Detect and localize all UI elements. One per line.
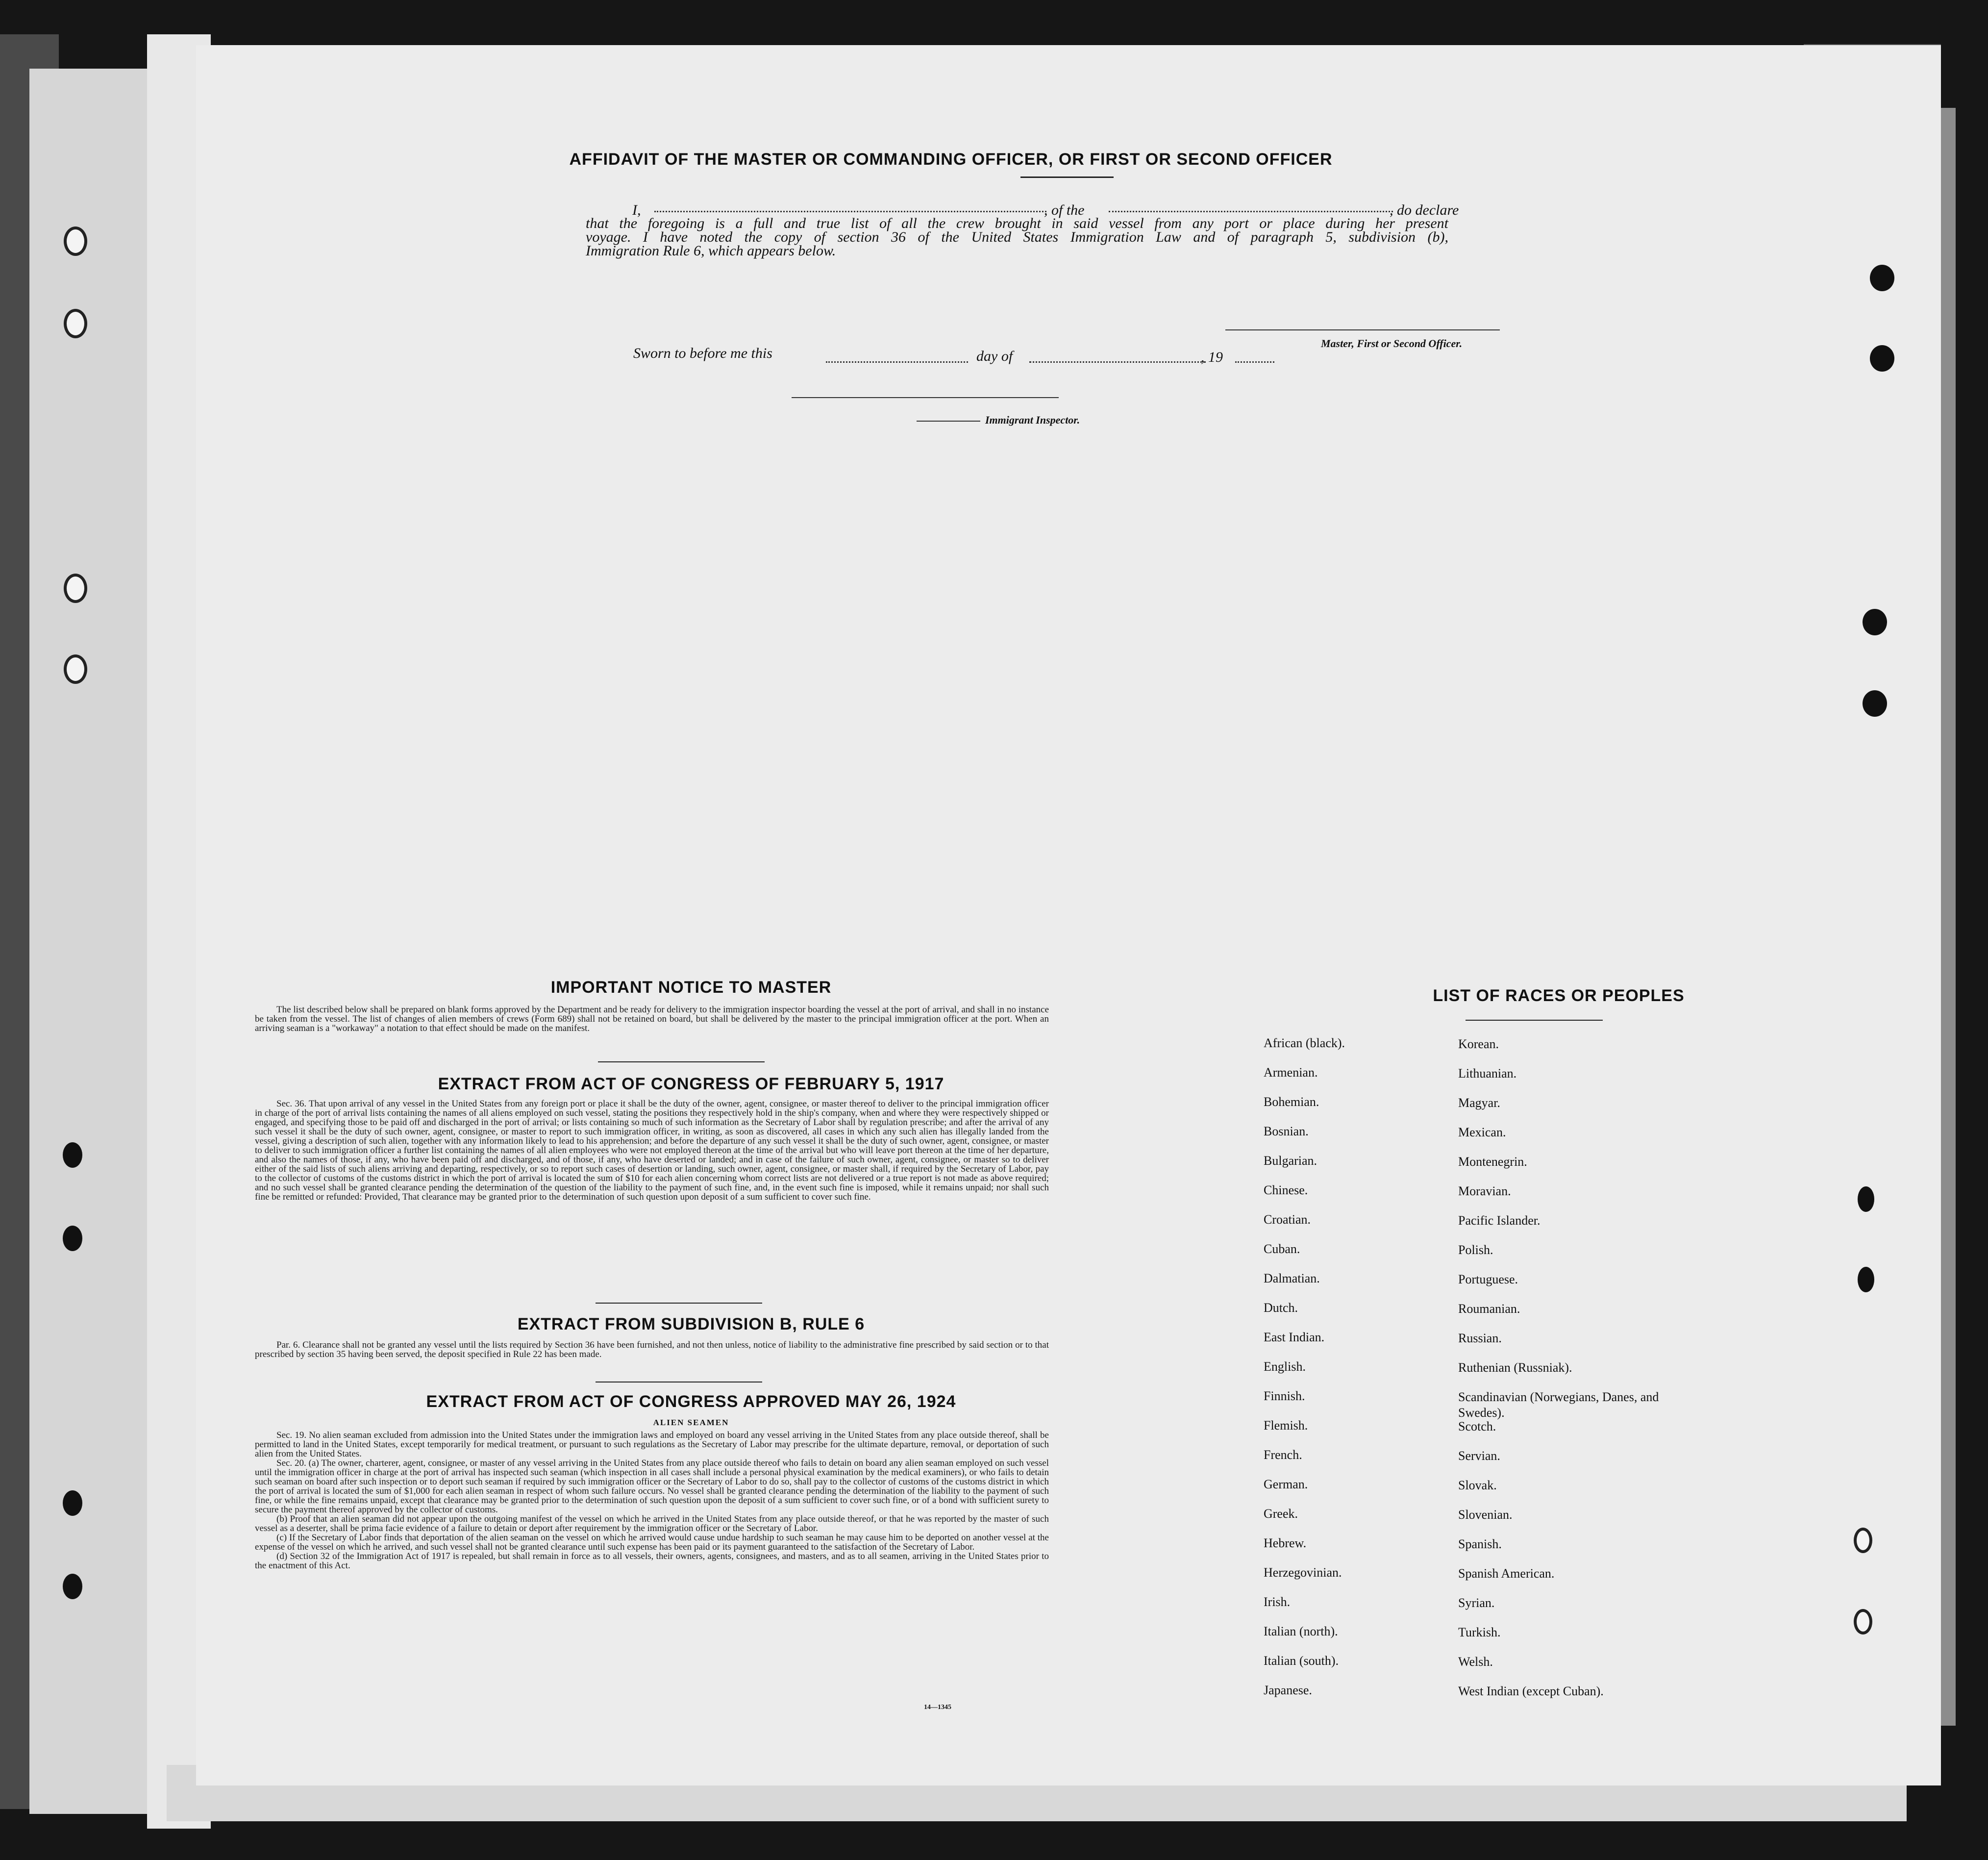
extract-1924-paragraph: Sec. 20. (a) The owner, charterer, agent, consignee, or master of any vessel arriving in the United States from any place outside thereof who fails to detain on board any alien seaman employed on such vessel until the immigration officer in charge at the port of arrival has inspected such seaman (which inspection in all cases shall include a personal physical examination by the medical examiners), or who fails to detain such seaman on board after such inspection or to deport such seaman if required by such immigration officer or the Secretary of Labor to do so, shall pay to the collector of customs of the customs district in which the port of arrival is located the sum of $1,000 for each alien seaman in respect of whom such failure occurs. No vessel shall be granted clearance pending the determination of the liability to the payment of such fine, or while the fine remains unpaid, except that clearance may be granted prior to the determination of such question upon the deposit of a sum sufficient to cover such fine, or of a bond with sufficient surety to secure the payment thereof approved by the collector of customs. — [255, 1458, 1049, 1515]
punch-hole-icon — [1870, 265, 1894, 291]
race-item: Korean. — [1458, 1037, 1499, 1051]
race-item: Spanish American. — [1458, 1566, 1555, 1581]
race-item: Spanish. — [1458, 1537, 1502, 1551]
inspector-short-line — [917, 421, 980, 422]
binder-hole-icon — [64, 574, 87, 603]
race-item: Portuguese. — [1458, 1272, 1518, 1286]
race-item: Japanese. — [1264, 1683, 1312, 1697]
inspector-label: Immigrant Inspector. — [985, 414, 1080, 426]
race-item: Montenegrin. — [1458, 1155, 1527, 1169]
affidavit-of-the: , of the — [1044, 202, 1085, 218]
inspector-signature-line — [792, 397, 1059, 398]
binder-hole-icon — [64, 309, 87, 338]
extract-1924-paragraph: Sec. 19. No alien seaman excluded from admission into the United States under the immigration laws and employed on board any vessel arriving in the United States from any place outside thereof, shall be permitted to land in the United States, except temporarily for medical treatment, or pursuant to such regulations as the Secretary of Labor may prescribe for the ultimate departure, removal, or deportation of such alien from the United States. — [255, 1430, 1049, 1459]
race-item: Cuban. — [1264, 1242, 1300, 1256]
race-item: Dutch. — [1264, 1301, 1298, 1315]
race-item: English. — [1264, 1359, 1306, 1374]
races-title: LIST OF RACES OR PEOPLES — [1433, 986, 1685, 1005]
binder-hole-icon — [64, 654, 87, 684]
binder-hole-icon — [63, 1574, 82, 1599]
race-item: Roumanian. — [1458, 1302, 1520, 1316]
punch-hole-icon — [1854, 1609, 1872, 1634]
race-item: West Indian (except Cuban). — [1458, 1684, 1604, 1698]
extract-1917-title: EXTRACT FROM ACT OF CONGRESS OF FEBRUARY 5, 1917 — [438, 1075, 944, 1093]
affidavit-line: voyage. I have noted the copy of section 36 of the United States Immigration Law and of paragraph 5, subdivision (b), — [586, 229, 1448, 245]
binder-hole-icon — [64, 226, 87, 256]
race-item: Lithuanian. — [1458, 1066, 1517, 1081]
affidavit-title: AFFIDAVIT OF THE MASTER OR COMMANDING OFFICER, OR FIRST OR SECOND OFFICER — [569, 150, 1333, 169]
race-item: Greek. — [1264, 1507, 1298, 1521]
race-item: Slovenian. — [1458, 1508, 1513, 1522]
day-of-label: day of — [976, 348, 1013, 364]
race-item: Hebrew. — [1264, 1536, 1307, 1550]
notice-text — [255, 1005, 1049, 1033]
affidavit-body — [586, 217, 1448, 258]
race-item: Slovak. — [1458, 1478, 1497, 1492]
punch-hole-icon — [1863, 609, 1887, 635]
extract-1917-text — [255, 1099, 1049, 1202]
race-item: Ruthenian (Russniak). — [1458, 1360, 1572, 1375]
year-blank — [1235, 361, 1274, 363]
binder-hole-icon — [63, 1226, 82, 1251]
extract-1924-paragraph: (b) Proof that an alien seaman did not appear upon the outgoing manifest of the vessel on which he arrived in the United States from any place outside thereof, or that he was reported by the master of such vessel as a deserter, shall be prima facie evidence of a failure to detain or deport after requirement by the immigration officer or the Secretary of Labor. — [255, 1514, 1049, 1533]
alien-seamen-subtitle: ALIEN SEAMEN — [653, 1418, 729, 1427]
punch-hole-icon — [1863, 690, 1887, 717]
extract-1924-paragraph: (c) If the Secretary of Labor finds that deportation of the alien seaman on the vessel on which he arrived would cause undue hardship to such seaman he may cause him to be deported on another vessel at the expense of the vessel on which he arrived, and such vessel shall not be granted clearance until such expense has been paid or its payment guaranteed to the satisfaction of the Secretary of Labor. — [255, 1533, 1049, 1552]
race-item: African (black). — [1264, 1036, 1345, 1050]
races-column-1 — [1264, 1035, 1450, 1712]
race-item: Moravian. — [1458, 1184, 1511, 1198]
year-label: , 19 — [1201, 349, 1223, 365]
race-item: German. — [1264, 1477, 1308, 1491]
title-rule — [1020, 176, 1114, 178]
extract-1924-text — [255, 1431, 1049, 1570]
race-item: Finnish. — [1264, 1389, 1305, 1403]
punch-hole-icon — [1858, 1267, 1874, 1292]
race-item: East Indian. — [1264, 1330, 1325, 1344]
race-item: Pacific Islander. — [1458, 1213, 1541, 1228]
race-item: Chinese. — [1264, 1183, 1308, 1197]
sworn-label: Sworn to before me this — [633, 345, 772, 361]
race-item: Bohemian. — [1264, 1095, 1319, 1109]
extract-rule6-title: EXTRACT FROM SUBDIVISION B, RULE 6 — [517, 1315, 865, 1333]
binder-hole-icon — [63, 1142, 82, 1168]
punch-hole-icon — [1854, 1528, 1872, 1553]
extract-1917-paragraph: Sec. 36. That upon arrival of any vessel in the United States from any foreign port or place it shall be the duty of the owner, agent, consignee, or master thereof to deliver to the principal immigration officer in charge of the port of arrival lists containing the names of all aliens employed on such vessel, stating the positions they respectively hold in the ship's company, when and where they were respectively shipped or engaged, and specifying those to be paid off and discharged in the port of arrival; or lists containing so much of such information as the Secretary of Labor shall by regulation prescribe; and after the arrival of any such vessel it shall be the duty of such owner, agent, consignee, or master to report to such immigration officer, in writing, as soon as discovered, all cases in which any such alien has illegally landed from the vessel, giving a description of such alien, together with any information likely to lead to his apprehension; and before the departure of any such vessel it shall be the duty of such owner, agent, consignee, or master to deliver to such immigration officer a further list containing the names of all alien employees who were not employed thereon at the time of the arrival but who will leave port thereon at the time of her departure, and also the names of those, if any, who have been paid off and discharged, and of those, if any, who have deserted or landed; and in case of the failure of such owner, agent, consignee, or master so to deliver either of the said lists of such aliens arriving and departing, respectively, or so to report such cases of desertion or landing, such owner, agent, consignee, or master shall, if required by the Secretary of Labor, pay to the collector of customs of the customs district in which the port of arrival is located the sum of $10 for each alien concerning whom correct lists are not delivered or a true report is not made as above required; and no such vessel shall be granted clearance pending the determination of the question of the liability to the payment of such fine, and, in the event such fine is imposed, while it remains unpaid; nor shall such fine be remitted or refunded: Provided, That clearance may be granted prior to the determination of such question upon deposit of a sum sufficient to cover such fine. — [255, 1099, 1049, 1202]
race-item: Scotch. — [1458, 1419, 1496, 1433]
races-column-2 — [1458, 1036, 1664, 1713]
section-rule — [598, 1061, 765, 1062]
race-item: Servian. — [1458, 1449, 1500, 1463]
race-item: Bulgarian. — [1264, 1154, 1317, 1168]
race-item: Italian (north). — [1264, 1624, 1338, 1638]
extract-rule6-text — [255, 1340, 1049, 1359]
affidavit-line: that the foregoing is a full and true list of all the crew brought in said vessel from any port or place during her present — [586, 215, 1448, 231]
day-blank — [826, 361, 968, 363]
race-item: Welsh. — [1458, 1655, 1493, 1669]
race-item: Armenian. — [1264, 1065, 1318, 1080]
master-signature-label: Master, First or Second Officer. — [1321, 337, 1463, 350]
form-number: 14—1345 — [924, 1704, 951, 1711]
race-item: Flemish. — [1264, 1418, 1308, 1433]
race-item: French. — [1264, 1448, 1302, 1462]
binder-hole-icon — [63, 1490, 82, 1516]
race-item: Magyar. — [1458, 1096, 1500, 1110]
race-item: Syrian. — [1458, 1596, 1495, 1610]
race-item: Scandinavian (Norwegians, Danes, and Swedes). — [1458, 1390, 1659, 1420]
race-item: Croatian. — [1264, 1212, 1311, 1227]
section-rule — [596, 1303, 762, 1304]
race-item: Herzegovinian. — [1264, 1565, 1342, 1580]
race-item: Bosnian. — [1264, 1124, 1309, 1138]
master-signature-line — [1225, 329, 1500, 330]
punch-hole-icon — [1858, 1186, 1874, 1212]
race-item: Mexican. — [1458, 1125, 1506, 1139]
notice-title: IMPORTANT NOTICE TO MASTER — [550, 978, 832, 997]
punch-hole-icon — [1870, 345, 1894, 372]
race-item: Italian (south). — [1264, 1654, 1339, 1668]
extract-1924-title: EXTRACT FROM ACT OF CONGRESS APPROVED MAY 26, 1924 — [426, 1392, 956, 1411]
vessel-blank — [1109, 211, 1393, 212]
race-item: Russian. — [1458, 1331, 1502, 1345]
notice-paragraph: The list described below shall be prepared on blank forms approved by the Department and be ready for delivery to the immigration inspector boarding the vessel at the port of arrival, and shall in no instance be taken from the vessel. The list of changes of alien members of crews (Form 689) shall not be retained on board, but shall be delivered by the master to the principal immigration officer at the port. When an arriving seaman is a "workaway" a notation to that effect should be made on the manifest. — [255, 1005, 1049, 1033]
race-item: Turkish. — [1458, 1625, 1501, 1639]
affidavit-do-declare: , do declare — [1390, 202, 1459, 218]
race-item: Irish. — [1264, 1595, 1291, 1609]
races-rule — [1466, 1020, 1603, 1021]
name-blank — [654, 211, 1046, 212]
extract-rule6-paragraph: Par. 6. Clearance shall not be granted any vessel until the lists required by Section 36 have been furnished, and not then unless, notice of liability to the administrative fine prescribed by said section or to that prescribed by section 35 having been served, the deposit specified in Rule 22 has been made. — [255, 1340, 1049, 1359]
affidavit-i: I, — [632, 202, 641, 218]
affidavit-line: Immigration Rule 6, which appears below. — [586, 243, 836, 259]
race-item: Polish. — [1458, 1243, 1493, 1257]
race-item: Dalmatian. — [1264, 1271, 1320, 1285]
month-blank — [1029, 361, 1206, 363]
manifest-page — [196, 45, 1941, 1785]
extract-1924-paragraph: (d) Section 32 of the Immigration Act of 1917 is repealed, but shall remain in force as to all vessels, their owners, agents, consignees, and masters, and as to all seamen, arriving in the United States prior to the enactment of this Act. — [255, 1551, 1049, 1571]
